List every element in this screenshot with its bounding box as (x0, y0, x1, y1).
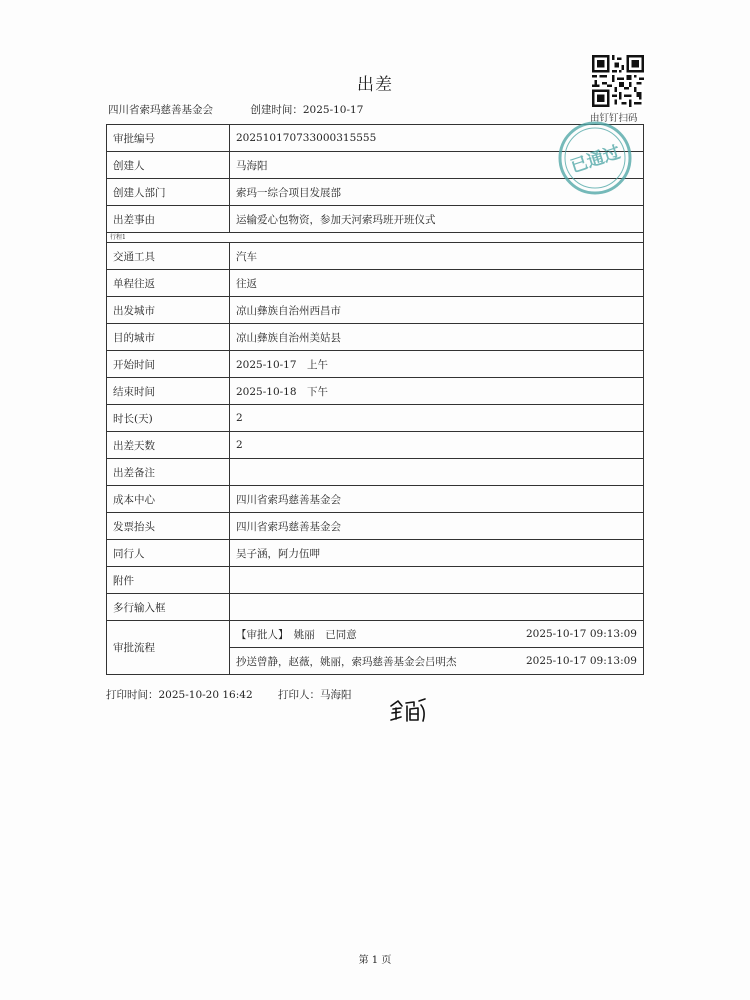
field-value (230, 594, 644, 621)
field-label: 多行输入框 (107, 594, 230, 621)
table-row (107, 297, 644, 324)
field-value: 2 (230, 405, 644, 432)
approval-entry-text: 【审批人】 姚丽 已同意 (236, 628, 357, 641)
table-row (107, 594, 644, 621)
qr-code-icon (592, 55, 644, 107)
cc-entry-text: 抄送曾静，赵薇，姚丽，索玛慈善基金会吕明杰 (236, 655, 457, 668)
table-row (107, 432, 644, 459)
field-label: 开始时间 (107, 351, 230, 378)
field-value: 四川省索玛慈善基金会 (230, 486, 644, 513)
field-value: 吴子涵，阿力伍呷 (230, 540, 644, 567)
table-row (107, 378, 644, 405)
field-value: 2025-10-17 上午 (230, 351, 644, 378)
approval-flow-row (107, 621, 644, 675)
field-label: 出差事由 (107, 206, 230, 233)
table-row (107, 567, 644, 594)
field-value: 往返 (230, 270, 644, 297)
field-value: 汽车 (230, 243, 644, 270)
field-label: 交通工具 (107, 243, 230, 270)
meta-line (108, 102, 363, 117)
field-value (230, 567, 644, 594)
table-row (107, 270, 644, 297)
field-label: 附件 (107, 567, 230, 594)
field-label: 出发城市 (107, 297, 230, 324)
field-label: 出差天数 (107, 432, 230, 459)
table-row (107, 513, 644, 540)
printer: 打印人：马海阳 (277, 689, 352, 701)
field-label: 创建人部门 (107, 179, 230, 206)
approval-entry-time: 2025-10-17 09:13:09 (525, 628, 637, 640)
field-label: 出差备注 (107, 459, 230, 486)
org-name: 四川省索玛慈善基金会 (108, 104, 213, 116)
field-value: 凉山彝族自治州美姑县 (230, 324, 644, 351)
handwritten-signature (388, 697, 430, 723)
table-row (107, 459, 644, 486)
print-info (106, 687, 351, 702)
table-row (107, 206, 644, 233)
created-time (250, 104, 363, 116)
table-row (107, 486, 644, 513)
field-value: 2025-10-18 下午 (230, 378, 644, 405)
field-value (230, 459, 644, 486)
field-label: 发票抬头 (107, 513, 230, 540)
table-row (107, 243, 644, 270)
field-value: 凉山彝族自治州西昌市 (230, 297, 644, 324)
field-label: 单程往返 (107, 270, 230, 297)
qr-caption: 由钉钉扫码 (590, 113, 638, 124)
field-label: 同行人 (107, 540, 230, 567)
approval-flow-cell (230, 621, 644, 675)
cc-entry-time: 2025-10-17 09:13:09 (525, 655, 637, 667)
created-label: 创建时间： (250, 104, 303, 116)
table-row (107, 405, 644, 432)
field-label: 目的城市 (107, 324, 230, 351)
created-value: 2025-10-17 (302, 104, 364, 116)
field-value: 马海阳 (230, 152, 644, 179)
field-value: 四川省索玛慈善基金会 (230, 513, 644, 540)
trip-form-table (106, 124, 644, 675)
approved-stamp-icon (556, 119, 634, 197)
approval-entry (230, 621, 643, 647)
field-label: 审批编号 (107, 125, 230, 152)
table-row (107, 351, 644, 378)
field-label: 审批流程 (107, 621, 230, 675)
stamp-text: 已通过 (568, 142, 623, 178)
print-time: 打印时间：2025-10-20 16:42 (106, 689, 253, 701)
section-label: 行程1 (107, 233, 644, 243)
field-value: 202510170733000315555 (230, 125, 644, 152)
field-value: 运输爱心包物资，参加天河索玛班开班仪式 (230, 206, 644, 233)
table-row (107, 540, 644, 567)
page-number: 第 1 页 (358, 955, 392, 966)
field-label: 创建人 (107, 152, 230, 179)
cc-entry (230, 647, 643, 674)
document-title: 出差 (357, 75, 393, 95)
field-label: 结束时间 (107, 378, 230, 405)
field-value: 索玛一综合项目发展部 (230, 179, 644, 206)
table-row (107, 324, 644, 351)
field-label: 时长(天) (107, 405, 230, 432)
field-value: 2 (230, 432, 644, 459)
field-label: 成本中心 (107, 486, 230, 513)
section-row (107, 233, 644, 243)
